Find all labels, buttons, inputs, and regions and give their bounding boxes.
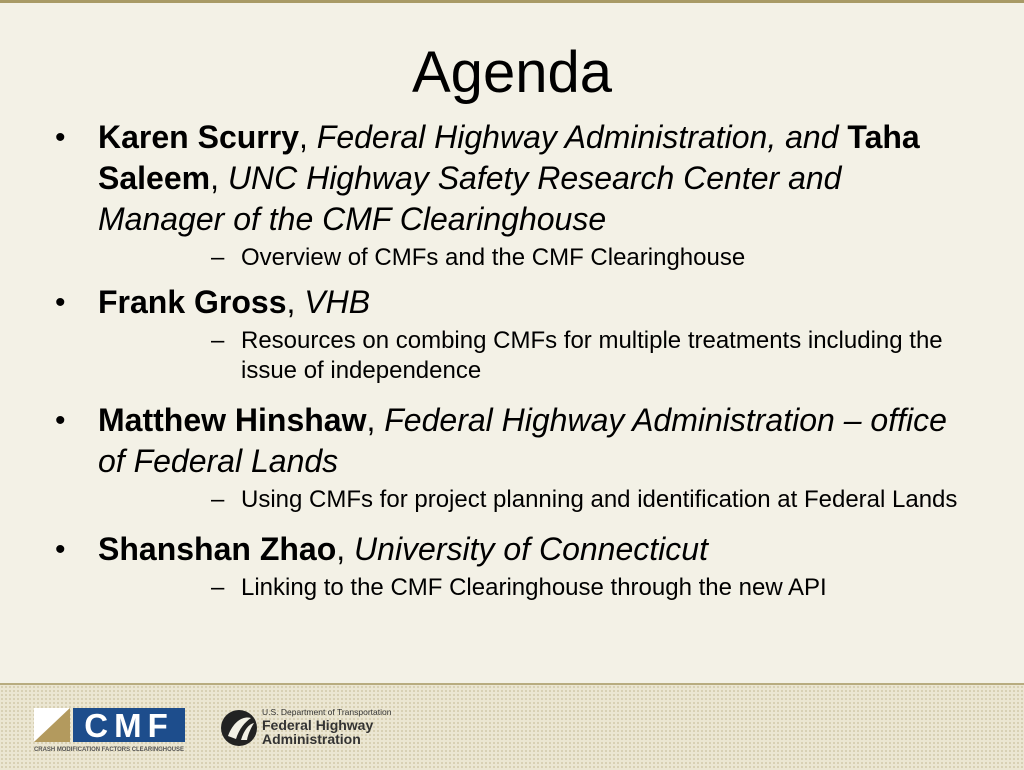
dot-text: U.S. Department of Transportation — [262, 707, 392, 717]
fhwa-line1: Federal Highway — [262, 717, 374, 733]
slide-title: Agenda — [412, 40, 612, 105]
speaker-affiliation: University of Connecticut — [354, 531, 708, 567]
agenda-item-zhao — [0, 529, 1024, 603]
agenda-item-heading: Shanshan Zhao, University of Connecticut — [98, 531, 708, 567]
cmf-logo-text: CMF — [84, 707, 174, 744]
dash-icon: – — [211, 244, 225, 271]
bullet-icon: • — [55, 121, 66, 154]
dash-icon: – — [211, 486, 225, 513]
agenda-list — [0, 117, 1024, 603]
speaker-name: Karen Scurry — [98, 119, 299, 155]
agenda-item-heading: Matthew Hinshaw, Federal Highway Administration – office of Federal Lands — [98, 402, 947, 479]
dash-icon: – — [211, 574, 225, 601]
agenda-subitem — [98, 485, 1024, 515]
cmf-clearinghouse-logo — [34, 706, 186, 754]
topic-text: Overview of CMFs and the CMF Clearinghouse — [241, 244, 746, 271]
agenda-item-gross — [0, 282, 1024, 386]
topic-text: Linking to the CMF Clearinghouse through the new API — [241, 574, 827, 601]
agenda-item-hinshaw — [0, 400, 1024, 515]
bullet-icon: • — [55, 404, 66, 437]
speaker-affiliation: UNC Highway Safety Research Center and Manager of the CMF Clearinghouse — [98, 160, 842, 237]
speaker-affiliation: Federal Highway Administration, and — [316, 119, 839, 155]
agenda-item-heading: Karen Scurry, Federal Highway Administration, and Taha Saleem, UNC Highway Safety Research Center and Manager of the CMF Clearinghouse — [98, 119, 920, 237]
agenda-item-scurry-saleem — [0, 117, 1024, 273]
speaker-name: Shanshan Zhao — [98, 531, 337, 567]
speaker-name: Frank Gross — [98, 284, 287, 320]
dash-icon: – — [211, 327, 225, 354]
agenda-item-heading: Frank Gross, VHB — [98, 284, 371, 320]
speaker-affiliation: Federal Highway Administration – office of Federal Lands — [98, 402, 947, 479]
speaker-name: Taha Saleem — [98, 119, 920, 196]
fhwa-logo — [220, 706, 400, 750]
agenda-subitem — [98, 326, 1024, 386]
bullet-icon: • — [55, 286, 66, 319]
cmf-tagline: CRASH MODIFICATION FACTORS CLEARINGHOUSE — [34, 746, 184, 753]
agenda-subitem — [98, 573, 1024, 603]
fhwa-line2: Administration — [262, 731, 361, 747]
bullet-icon: • — [55, 533, 66, 566]
agenda-subitem — [98, 243, 1024, 273]
topic-text: Using CMFs for project planning and identification at Federal Lands — [241, 486, 958, 513]
top-rule — [0, 0, 1024, 3]
speaker-affiliation: VHB — [304, 284, 371, 320]
speaker-name: Matthew Hinshaw — [98, 402, 367, 438]
topic-text: Resources on combing CMFs for multiple treatments including the issue of independence — [241, 327, 943, 384]
